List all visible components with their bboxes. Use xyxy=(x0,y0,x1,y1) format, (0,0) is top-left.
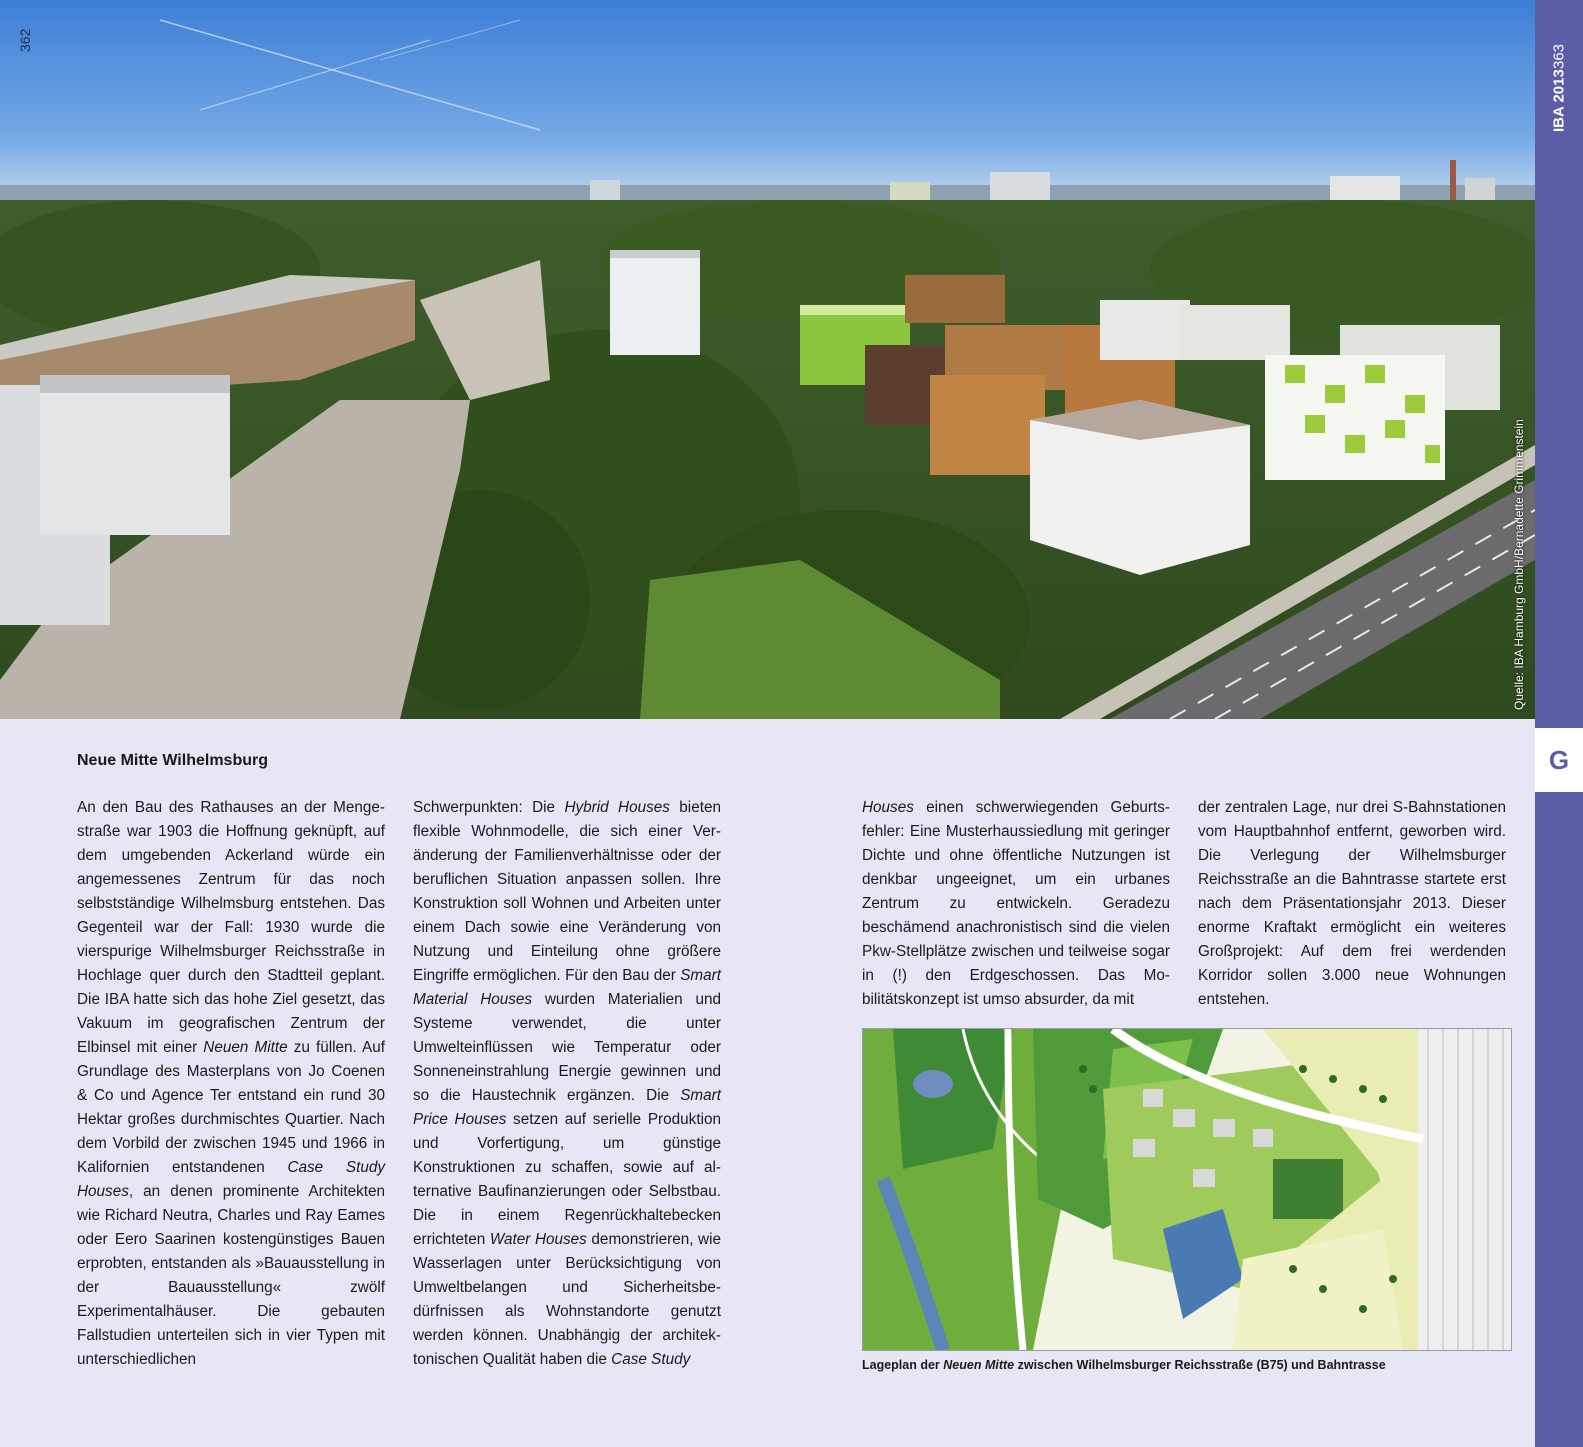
text-column-4 xyxy=(1198,796,1506,1012)
text-run: einen schwerwiegenden Geburtsfehler: Eine Musterhaussiedlung mit geringer Dichte und ohne öffentliche Nutzungen ist denkbar ungeeignet, um ein urbanes Zentrum zu entwickeln. Geradezu beschämend anachronistisch sind die vielen Pkw-Stellplätze zwischen und teilweise sogar in (!) den Erdgeschossen. Das Mobilitätskonzept ist umso absurder, da mit xyxy=(862,799,1170,1008)
text-column-3 xyxy=(862,796,1170,1012)
photo-credit: Quelle: IBA Hamburg GmbH/Bernadette Grimmenstein xyxy=(1512,419,1526,710)
italic-term: Water Houses xyxy=(489,1231,587,1248)
caption-italic: Neuen Mitte xyxy=(943,1358,1015,1372)
side-tab xyxy=(1535,0,1583,1447)
text-column-2 xyxy=(413,796,721,1372)
site-plan-map xyxy=(862,1028,1512,1351)
running-header xyxy=(1535,22,1583,140)
chapter-letter: G xyxy=(1535,728,1583,792)
site-plan-caption xyxy=(862,1358,1522,1372)
text-run: der zentralen Lage, nur drei S-Bahnstationen vom Hauptbahnhof entfernt, geworben wird. Die Verlegung der Wilhelmsburger Reichsstraße an die Bahntrasse startete erst nach dem Präsentationsjahr 2013. Dieser enorme Kraftakt ermöglicht ein weiteres Großprojekt: Auf dem frei werdenden Korridor sollen 3.000 neue Wohnungen entstehen. xyxy=(1198,799,1506,1008)
aerial-photo-illustration xyxy=(0,0,1535,719)
text-run: Schwerpunkten: Die xyxy=(413,799,565,816)
text-run: setzen auf serielle Produktion und Vorfertigung, um günstige Konstruktionen zu schaffen, sowie auf alternative Baufinanzierungen oder Selbstbau. Die in einem Regenrückhaltebecken errichteten xyxy=(413,1111,721,1248)
italic-term: Smart Material Houses xyxy=(413,967,721,1008)
text-run: zu füllen. Auf Grundlage des Masterplans von Jo Coenen & Co und Agence Ter entstand ein rund 30 Hektar großes durchmischtes Quartier. Nach dem Vorbild der zwischen 1945 und 1966 in Kalifornien entstandenen xyxy=(77,1039,385,1176)
italic-term: Case Study Houses xyxy=(77,1159,386,1200)
aerial-photo xyxy=(0,0,1535,719)
text-run: wurden Materialien und Systeme verwendet, die unter Umwelteinflüssen wie Temperatur oder Sonneneinstrahlung Energie gewinnen und so die Haustechnik ergänzen. Die xyxy=(413,991,721,1104)
text-run: bieten flexible Wohnmodelle, die sich einer Veränderung der Familienverhältnisse oder der beruflichen Situation anpassen sollen. Ihre Konstruktion soll Wohnen und Arbeiten unter einem Dach sowie eine Veränderung von Nutzung und Einteilung ohne größere Eingriffe ermöglichen. Für den Bau der xyxy=(413,799,721,984)
site-plan-illustration xyxy=(863,1029,1511,1350)
page-number-left: 362 xyxy=(17,28,33,52)
text-run: An den Bau des Rathauses an der Mengestraße war 1903 die Hoffnung geknüpft, auf dem umgebenden Ackerland würde ein angemessenes Zentrum für das noch selbstständige Wilhelmsburg entstehen. Das Gegenteil war der Fall: 1930 wurde die vierspurige Wilhelmsburger Reichsstraße in Hochlage quer durch den Stadtteil geplant. Die IBA hatte sich das hohe Ziel gesetzt, das Vakuum im geografischen Zentrum der Elbinsel mit einer xyxy=(77,799,385,1056)
text-run: demonstrieren, wie Wasserlagen unter Berücksichtigung von Umweltbelangen und Sicherheitsbedürfnissen als Wohnstandorte genutzt werden können. Unabhängig der architektonischen Qualität haben die xyxy=(413,1231,721,1368)
page-number-right: 363 xyxy=(1550,44,1568,70)
running-title: IBA 2013 xyxy=(1550,69,1568,132)
italic-term: Hybrid Houses xyxy=(564,799,670,816)
italic-term: Neuen Mitte xyxy=(203,1039,288,1056)
caption-text: Lageplan der xyxy=(862,1358,944,1372)
text-column-1 xyxy=(77,796,385,1372)
section-heading: Neue Mitte Wilhelmsburg xyxy=(77,752,268,769)
italic-term: Houses xyxy=(862,799,914,816)
italic-term: Smart Price Houses xyxy=(413,1087,721,1128)
italic-term: Case Study xyxy=(611,1351,691,1368)
caption-text: zwischen Wilhelmsburger Reichsstraße (B75) und Bahntrasse xyxy=(1014,1358,1386,1372)
text-run: , an denen prominente Architekten wie Richard Neutra, Charles und Ray Eames oder Eero Saarinen kostengünstiges Bauen erprobten, entstanden als »Bauausstellung in der Bauausstellung« zwölf Experimentalhäuser. Die gebauten Fallstudien unterteilen sich in vier Typen mit unterschiedlichen xyxy=(77,1183,385,1368)
